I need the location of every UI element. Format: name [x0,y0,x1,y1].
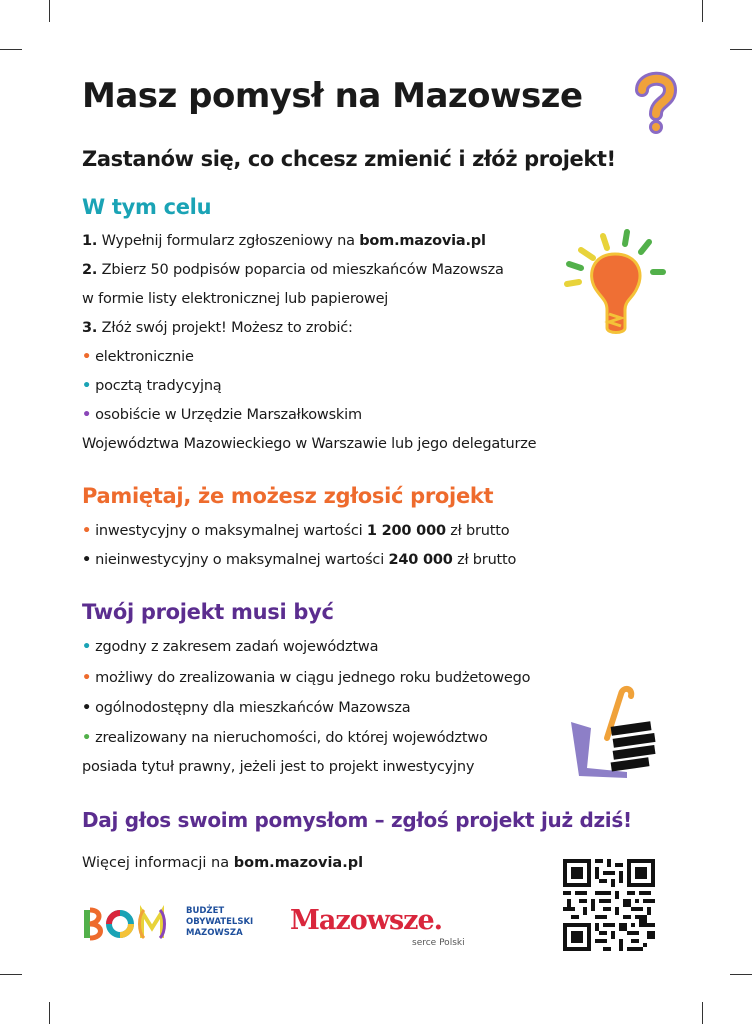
thumbs-up-icon [567,684,661,780]
bullet-icon: • [82,700,92,716]
list-item-continued: Województwa Mazowieckiego w Warszawie lub jego delegaturze [82,436,537,452]
list-item: • zgodny z zakresem zadań województwa [82,639,379,655]
list-item: • ogólnodostępny dla mieszkańców Mazowsza [82,700,411,716]
step-number: 1. [82,233,98,249]
bullet-icon: • [82,730,92,746]
bullet-icon: • [82,378,92,394]
bom-logo-text: BUDŻET OBYWATELSKI MAZOWSZA [186,906,254,938]
crop-mark [702,1002,703,1024]
crop-mark [730,974,752,975]
bullet-icon: • [82,349,92,365]
bullet-icon: • [82,670,92,686]
crop-mark [49,0,50,22]
website-link[interactable]: bom.mazovia.pl [233,855,364,871]
list-item: • inwestycyjny o maksymalnej wartości 1 200 000 zł brutto [82,523,510,539]
website-link[interactable]: bom.mazovia.pl [359,233,486,249]
list-item: • elektronicznie [82,349,194,365]
step-2 [82,262,504,278]
more-info: Więcej informacji na bom.mazovia.pl [82,855,364,871]
bullet-icon: • [82,407,92,423]
list-item: • możliwy do zrealizowania w ciągu jednego roku budżetowego [82,670,531,686]
step-2-continued: w formie listy elektronicznej lub papierowej [82,291,389,307]
list-item-continued: posiada tytuł prawny, jeżeli jest to projekt inwestycyjny [82,759,475,775]
step-text: Wypełnij formularz zgłoszeniowy na [101,233,355,249]
step-3 [82,320,353,336]
mazowsze-logo: Mazowsze. [290,905,443,936]
subtitle: Zastanów się, co chcesz zmienić i złóż projekt! [82,147,616,171]
crop-mark [0,49,22,50]
qr-code [563,859,655,951]
list-item: • osobiście w Urzędzie Marszałkowskim [82,407,362,423]
bullet-icon: • [82,639,92,655]
section-heading-requirements: Twój projekt musi być [82,600,334,624]
lightbulb-icon [563,228,669,344]
step-text: Złóż swój projekt! Możesz to zrobić: [101,320,353,336]
crop-mark [0,974,22,975]
step-number: 2. [82,262,98,278]
list-item: • zrealizowany na nieruchomości, do której województwo [82,730,488,746]
call-to-action: Daj głos swoim pomysłom – zgłoś projekt już dziś! [82,808,632,832]
page-title: Masz pomysł na Mazowsze [82,76,583,116]
section-heading-steps: W tym celu [82,195,212,219]
mazowsze-tagline: serce Polski [412,938,465,948]
step-number: 3. [82,320,98,336]
bullet-icon: • [82,552,92,568]
step-1 [82,233,486,249]
crop-mark [730,49,752,50]
question-mark-icon [632,70,680,136]
step-text: Zbierz 50 podpisów poparcia od mieszkańców Mazowsza [101,262,504,278]
list-item: • nieinwestycyjny o maksymalnej wartości 240 000 zł brutto [82,552,517,568]
bom-logo [82,904,182,944]
list-item: • pocztą tradycyjną [82,378,222,394]
crop-mark [702,0,703,22]
section-heading-project-types: Pamiętaj, że możesz zgłosić projekt [82,484,494,508]
crop-mark [49,1002,50,1024]
bullet-icon: • [82,523,92,539]
